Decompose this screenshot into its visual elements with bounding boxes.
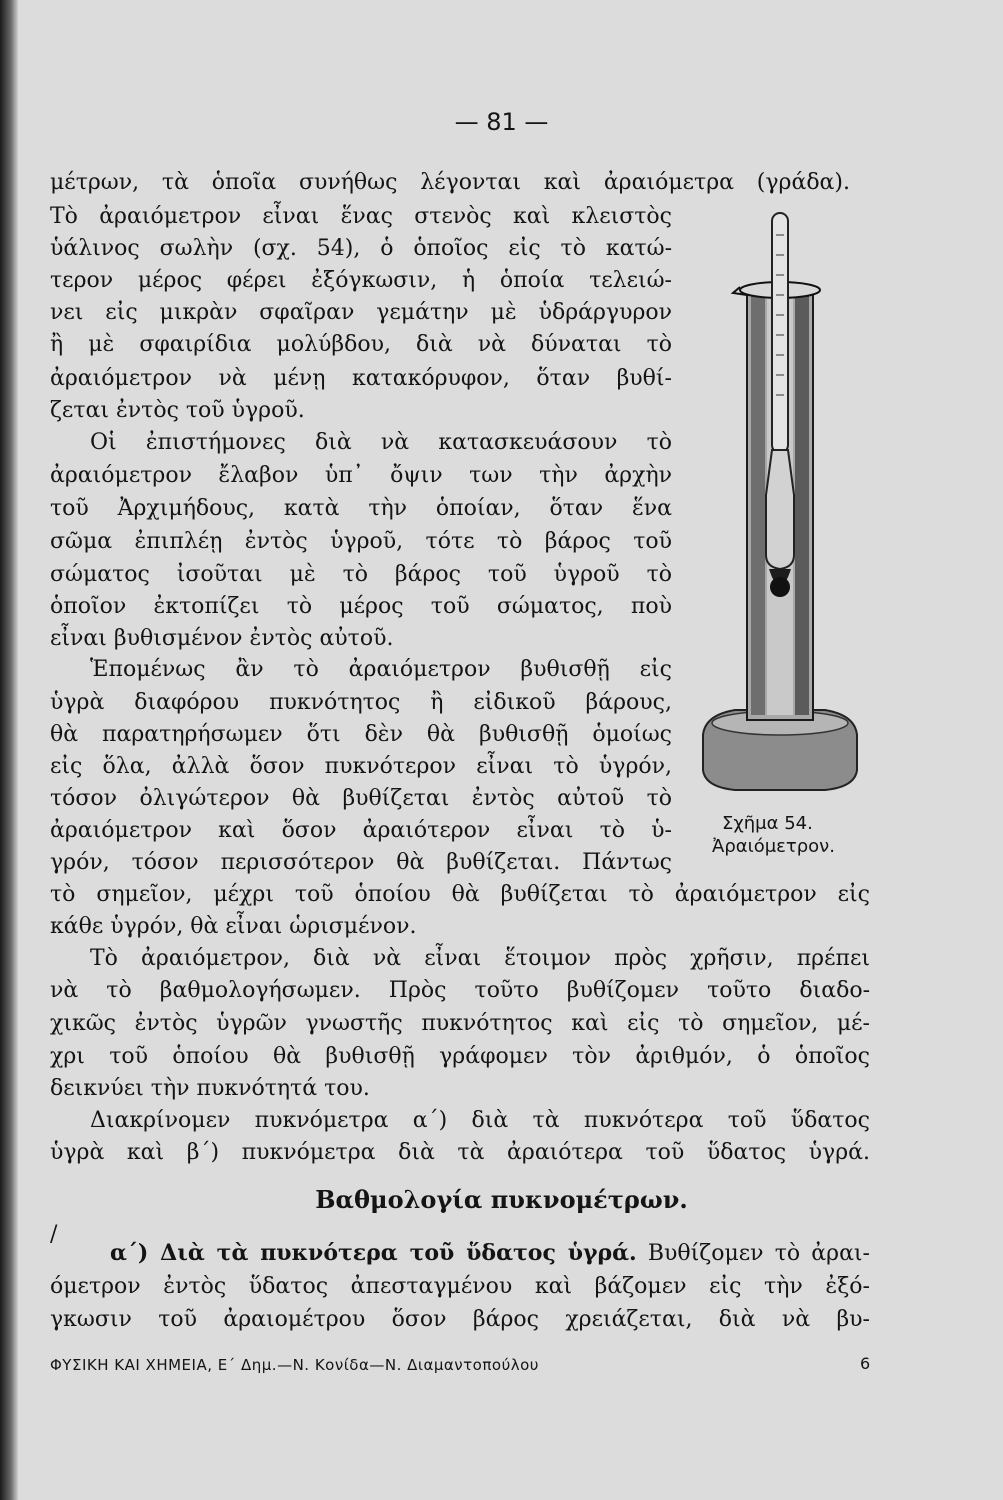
text-line: γκωσιν τοῦ ἀραιομέτρου ὅσον βάρος χρειάζεται, διὰ νὰ βυ-	[50, 1307, 870, 1332]
text-line: Ἑπομένως ἂν τὸ ἀραιόμετρον βυθισθῇ εἰς	[90, 657, 672, 682]
text-line: χρι τοῦ ὁποίου θὰ βυθισθῇ γράφομεν τὸν ἀριθμόν, ὁ ὁποῖος	[50, 1044, 870, 1069]
text-line: δεικνύει τὴν πυκνότητά του.	[50, 1076, 370, 1101]
figure-caption: Σχῆμα 54.	[722, 813, 813, 834]
binding-shadow	[0, 0, 18, 1500]
figure-caption: Ἀραιόμετρον.	[712, 836, 835, 857]
hydrometer-illustration	[695, 195, 865, 815]
text-line: χικῶς ἐντὸς ὑγρῶν γνωστῆς πυκνότητος καὶ εἰς τὸ σημεῖον, μέ-	[50, 1011, 870, 1036]
text-line: ἢ μὲ σφαιρίδια μολύβδου, διὰ νὰ δύναται τὸ	[50, 332, 672, 357]
lead-rest: Βυθίζομεν τὸ ἀραι-	[636, 1241, 870, 1266]
text-line: ὑάλινος σωλὴν (σχ. 54), ὁ ὁποῖος εἰς τὸ κατώ-	[50, 236, 672, 261]
text-line: ὁποῖον ἐκτοπίζει τὸ μέρος τοῦ σώματος, ποὺ	[50, 594, 672, 619]
text-line: ζεται ἐντὸς τοῦ ὑγροῦ.	[50, 398, 305, 423]
text-line: ἀραιόμετρον ἔλαβον ὑπ᾽ ὄψιν των τὴν ἀρχὴν	[50, 463, 672, 488]
text-line: τὸ σημεῖον, μέχρι τοῦ ὁποίου θὰ βυθίζεται τὸ ἀραιόμετρον εἰς	[50, 882, 870, 907]
text-line: νὰ τὸ βαθμολογήσωμεν. Πρὸς τοῦτο βυθίζομεν τοῦτο διαδο-	[50, 978, 870, 1003]
text-line: εἰς ὅλα, ἀλλὰ ὅσον πυκνότερον εἶναι τὸ ὑγρόν,	[50, 754, 672, 779]
text-line: εἶναι βυθισμένον ἐντὸς αὐτοῦ.	[50, 626, 394, 651]
text-line: Τὸ ἀραιόμετρον εἶναι ἕνας στενὸς καὶ κλειστὸς	[50, 204, 672, 229]
text-line: ὑγρὰ καὶ β΄) πυκνόμετρα διὰ τὰ ἀραιότερα τοῦ ὕδατος ὑγρά.	[50, 1140, 870, 1165]
text-line: τερον μέρος φέρει ἐξόγκωσιν, ἡ ὁποία τελειώ-	[50, 268, 672, 293]
footer-credit: ΦΥΣΙΚΗ ΚΑΙ ΧΗΜΕΙΑ, Ε΄ Δημ.—Ν. Κονίδα—Ν. Διαμαντοπούλου	[50, 1356, 539, 1374]
text-line: Διακρίνομεν πυκνόμετρα α΄) διὰ τὰ πυκνότερα τοῦ ὕδατος	[90, 1108, 870, 1133]
text-line: νει εἰς μικρὰν σφαῖραν γεμάτην μὲ ὑδράργυρον	[50, 300, 672, 325]
text-line: μέτρων, τὰ ὁποῖα συνήθως λέγονται καὶ ἀραιόμετρα (γράδα).	[50, 170, 850, 195]
text-line: ἀραιόμετρον νὰ μένῃ κατακόρυφον, ὅταν βυθί-	[50, 366, 672, 391]
signature-mark: 6	[860, 1354, 871, 1373]
text-line: Τὸ ἀραιόμετρον, διὰ νὰ εἶναι ἕτοιμον πρὸς χρῆσιν, πρέπει	[90, 946, 870, 971]
text-line: σῶμα ἐπιπλέῃ ἐντὸς ὑγροῦ, τότε τὸ βάρος τοῦ	[50, 529, 672, 554]
text-line: γρόν, τόσον περισσότερον θὰ βυθίζεται. Πάντως	[50, 850, 672, 875]
text-line	[110, 1238, 870, 1269]
text-line: όμετρον ἐντὸς ὕδατος ἀπεσταγμένου καὶ βάζομεν εἰς τὴν ἐξό-	[50, 1274, 870, 1299]
text-line: Οἱ ἐπιστήμονες διὰ νὰ κατασκευάσουν τὸ	[90, 430, 672, 455]
text-line: ὑγρὰ διαφόρου πυκνότητος ἢ εἰδικοῦ βάρους,	[50, 690, 672, 715]
margin-mark: /	[50, 1222, 58, 1247]
text-line: σώματος ἰσοῦται μὲ τὸ βάρος τοῦ ὑγροῦ τὸ	[50, 562, 672, 587]
text-line: θὰ παρατηρήσωμεν ὅτι δὲν θὰ βυθισθῇ ὁμοίως	[50, 722, 672, 747]
section-heading: Βαθμολογία πυκνομέτρων.	[315, 1185, 688, 1214]
text-line: τόσον ὀλιγώτερον θὰ βυθίζεται ἐντὸς αὐτοῦ τὸ	[50, 786, 672, 811]
bold-lead: α΄) Διὰ τὰ πυκνότερα τοῦ ὕδατος ὑγρά.	[110, 1240, 637, 1266]
text-line: ἀραιόμετρον καὶ ὅσον ἀραιότερον εἶναι τὸ ὑ-	[50, 818, 672, 843]
text-line: τοῦ Ἀρχιμήδους, κατὰ τὴν ὁποίαν, ὅταν ἕνα	[50, 496, 672, 521]
text-line: κάθε ὑγρόν, θὰ εἶναι ὡρισμένον.	[50, 914, 417, 939]
page-number: — 81 —	[454, 108, 549, 136]
